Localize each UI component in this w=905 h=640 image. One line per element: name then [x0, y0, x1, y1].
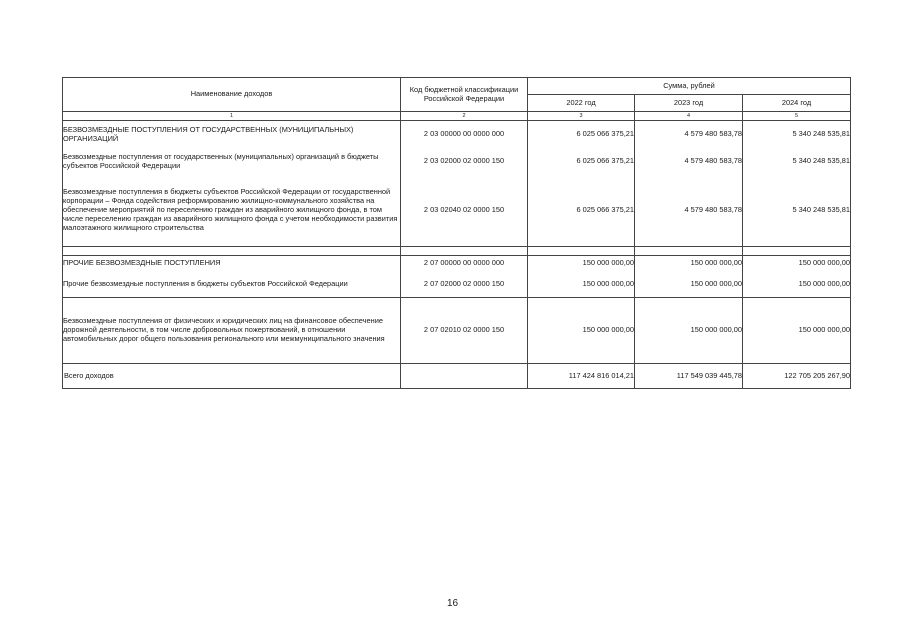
revenue-table	[62, 77, 851, 389]
header-sum: Сумма, рублей	[528, 78, 851, 95]
row-name: БЕЗВОЗМЕЗДНЫЕ ПОСТУПЛЕНИЯ ОТ ГОСУДАРСТВЕННЫХ (МУНИЦИПАЛЬНЫХ) ОРГАНИЗАЦИЙ	[63, 121, 401, 149]
row-name: Прочие безвозмездные поступления в бюджеты субъектов Российской Федерации	[63, 272, 401, 298]
table-row	[63, 256, 851, 272]
total-row	[63, 364, 851, 389]
row-amount-2024: 5 340 248 535,81	[743, 175, 851, 247]
row-code: 2 07 00000 00 0000 000	[401, 256, 528, 272]
row-name: Безвозмездные поступления в бюджеты субъектов Российской Федерации от государственной корпорации – Фонда содействия реформированию жилищно-коммунального хозяйства на обеспечение мероприятий по переселению граждан из аварийного жилищного фонда, в том числе переселению граждан из аварийного жилищного фонда с учетом необходимости развития малоэтажного жилищного строительства	[63, 175, 401, 247]
table-row	[63, 149, 851, 175]
row-name: ПРОЧИЕ БЕЗВОЗМЕЗДНЫЕ ПОСТУПЛЕНИЯ	[63, 256, 401, 272]
table-row	[63, 298, 851, 364]
row-amount-2022: 150 000 000,00	[528, 298, 635, 364]
row-amount-2023: 150 000 000,00	[635, 272, 743, 298]
row-code: 2 03 02000 02 0000 150	[401, 149, 528, 175]
separator-row	[63, 247, 851, 256]
row-amount-2023: 4 579 480 583,78	[635, 175, 743, 247]
column-number: 3	[528, 112, 635, 121]
row-code: 2 03 02040 02 0000 150	[401, 175, 528, 247]
column-number: 4	[635, 112, 743, 121]
header-year-2024: 2024 год	[743, 95, 851, 112]
header-code: Код бюджетной классификации Российской Федерации	[401, 78, 528, 112]
row-code: 2 07 02000 02 0000 150	[401, 272, 528, 298]
row-amount-2023: 4 579 480 583,78	[635, 149, 743, 175]
header-year-2022: 2022 год	[528, 95, 635, 112]
page-number: 16	[446, 598, 459, 609]
row-code: 2 07 02010 02 0000 150	[401, 298, 528, 364]
table-row	[63, 121, 851, 149]
row-amount-2024: 5 340 248 535,81	[743, 121, 851, 149]
row-amount-2024: 150 000 000,00	[743, 272, 851, 298]
column-number: 5	[743, 112, 851, 121]
row-amount-2024: 150 000 000,00	[743, 256, 851, 272]
row-amount-2022: 6 025 066 375,21	[528, 149, 635, 175]
row-amount-2024: 5 340 248 535,81	[743, 149, 851, 175]
row-amount-2023: 4 579 480 583,78	[635, 121, 743, 149]
row-amount-2023: 150 000 000,00	[635, 298, 743, 364]
total-label: Всего доходов	[63, 364, 401, 389]
table-row	[63, 272, 851, 298]
header-year-2023: 2023 год	[635, 95, 743, 112]
header-name: Наименование доходов	[63, 78, 401, 112]
row-amount-2024: 150 000 000,00	[743, 298, 851, 364]
total-amount-2022: 117 424 816 014,21	[528, 364, 635, 389]
row-code: 2 03 00000 00 0000 000	[401, 121, 528, 149]
column-number: 2	[401, 112, 528, 121]
row-amount-2022: 150 000 000,00	[528, 256, 635, 272]
row-name: Безвозмездные поступления от государственных (муниципальных) организаций в бюджеты субъектов Российской Федерации	[63, 149, 401, 175]
row-amount-2022: 6 025 066 375,21	[528, 175, 635, 247]
row-amount-2023: 150 000 000,00	[635, 256, 743, 272]
row-amount-2022: 150 000 000,00	[528, 272, 635, 298]
row-amount-2022: 6 025 066 375,21	[528, 121, 635, 149]
total-code	[401, 364, 528, 389]
total-amount-2023: 117 549 039 445,78	[635, 364, 743, 389]
row-name: Безвозмездные поступления от физических и юридических лиц на финансовое обеспечение дорожной деятельности, в том числе добровольных пожертвований, в отношении автомобильных дорог общего пользования регионального или межмуниципального значения	[63, 298, 401, 364]
total-amount-2024: 122 705 205 267,90	[743, 364, 851, 389]
column-number-row	[63, 112, 851, 121]
column-number: 1	[63, 112, 401, 121]
table-row	[63, 175, 851, 247]
